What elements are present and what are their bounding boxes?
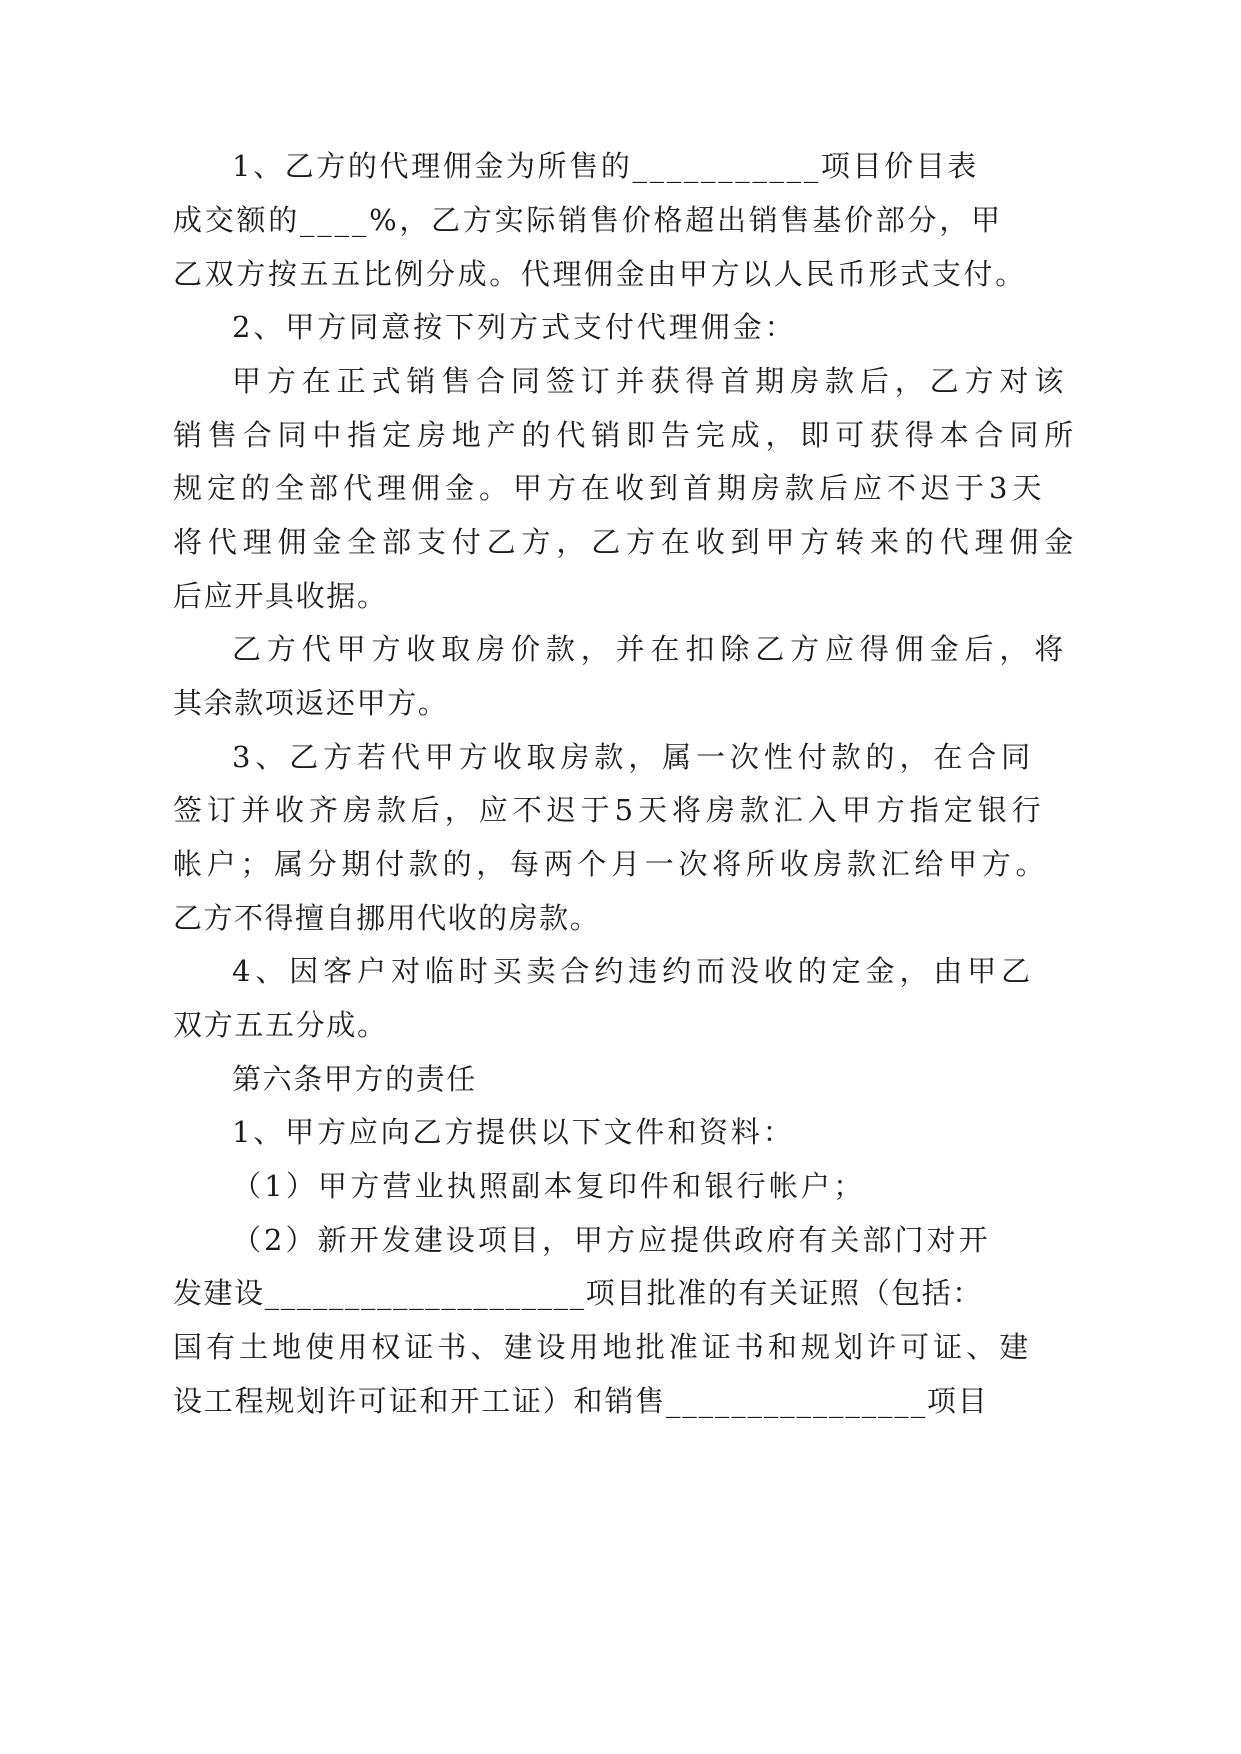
text-line: 销售合同中指定房地产的代销即告完成，即可获得本合同所 bbox=[173, 418, 1080, 452]
text-line: 乙双方按五五比例分成。代理佣金由甲方以人民币形式支付。 bbox=[173, 257, 1027, 291]
text-line: 其余款项返还甲方。 bbox=[173, 686, 449, 720]
text-line: 1、乙方的代理佣金为所售的___________项目价目表 bbox=[232, 149, 979, 183]
text-line: 设工程规划许可证和开工证）和销售________________项目 bbox=[173, 1384, 989, 1418]
text-line: （1）甲方营业执照副本复印件和银行帐户； bbox=[232, 1169, 866, 1203]
text-line: 乙方代甲方收取房价款，并在扣除乙方应得佣金后，将 bbox=[232, 632, 1070, 666]
text-line: 2、甲方同意按下列方式支付代理佣金： bbox=[232, 310, 797, 344]
text-line: 签订并收齐房款后，应不迟于5天将房款汇入甲方指定银行 bbox=[173, 793, 1046, 827]
text-line: 将代理佣金全部支付乙方，乙方在收到甲方转来的代理佣金 bbox=[173, 525, 1080, 559]
text-line: 帐户；属分期付款的，每两个月一次将所收房款汇给甲方。 bbox=[173, 847, 1050, 881]
text-line: 1、甲方应向乙方提供以下文件和资料： bbox=[232, 1115, 795, 1149]
section-heading: 第六条甲方的责任 bbox=[232, 1062, 477, 1096]
text-line: 国有土地使用权证书、建设用地批准证书和规划许可证、建 bbox=[173, 1330, 1033, 1364]
text-line: 3、乙方若代甲方收取房款，属一次性付款的，在合同 bbox=[232, 740, 1036, 774]
text-line: 后应开具收据。 bbox=[173, 579, 388, 613]
text-line: 双方五五分成。 bbox=[173, 1008, 388, 1042]
text-line: 甲方在正式销售合同签订并获得首期房款后，乙方对该 bbox=[232, 364, 1070, 398]
text-line: 4、因客户对临时买卖合约违约而没收的定金，由甲乙 bbox=[232, 954, 1036, 988]
text-line: （2）新开发建设项目，甲方应提供政府有关部门对开 bbox=[232, 1223, 991, 1257]
text-line: 乙方不得擅自挪用代收的房款。 bbox=[173, 901, 601, 935]
text-line: 规定的全部代理佣金。甲方在收到首期房款后应不迟于3天 bbox=[173, 471, 1047, 505]
text-line: 发建设____________________项目批准的有关证照（包括： bbox=[173, 1276, 983, 1310]
text-line: 成交额的____%，乙方实际销售价格超出销售基价部分，甲 bbox=[173, 203, 1003, 237]
